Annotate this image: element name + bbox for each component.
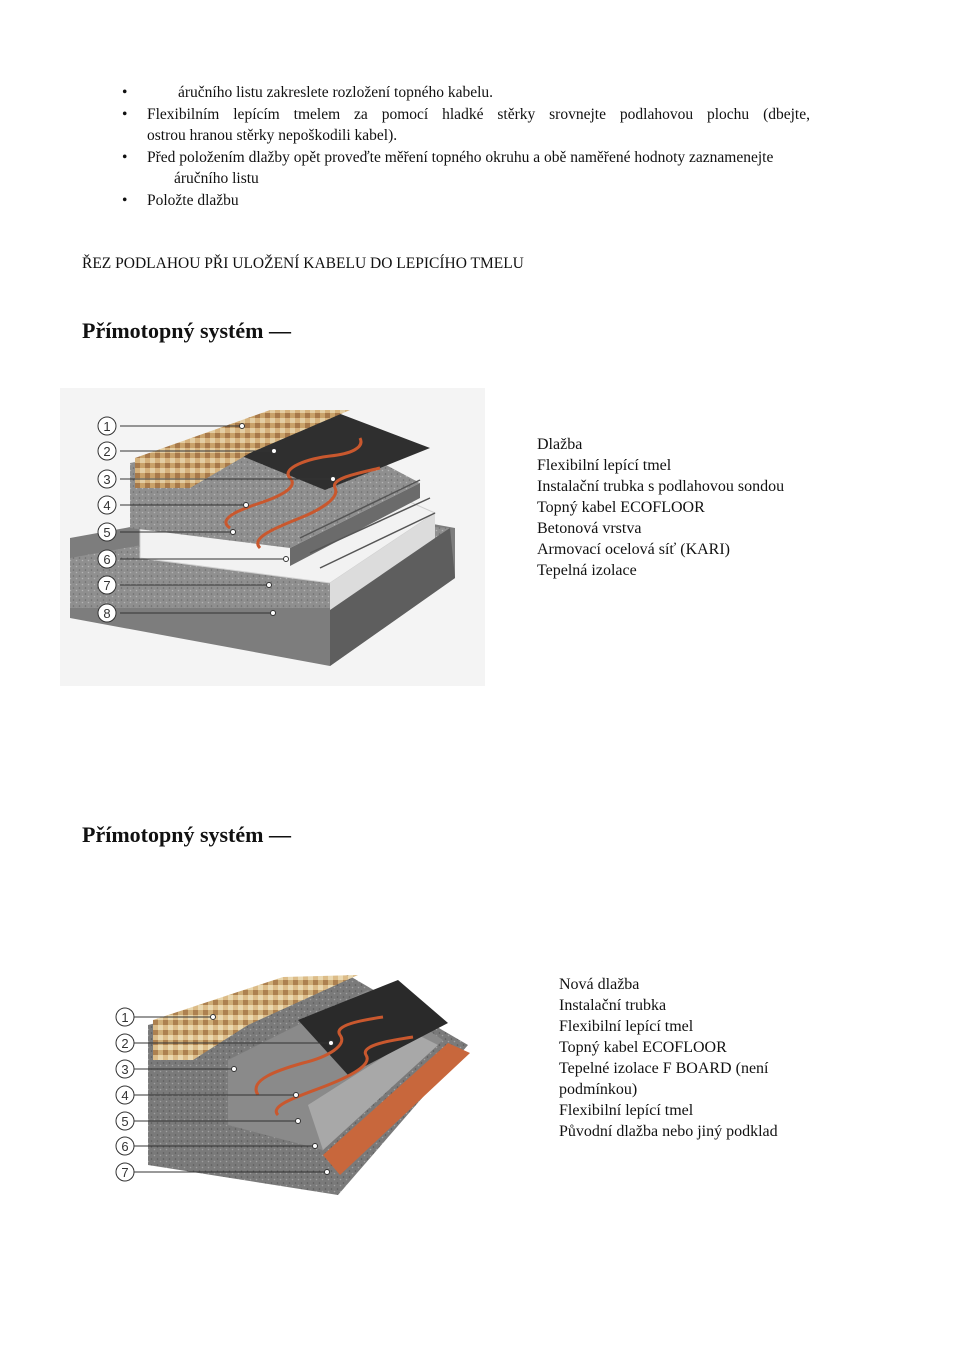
callout-6: 6 (121, 1139, 129, 1154)
callout-5: 5 (103, 525, 111, 540)
list-item (120, 190, 880, 211)
callout-4: 4 (121, 1088, 129, 1103)
list-item-text: áručního listu zakreslete rozložení topného kabelu. (147, 84, 494, 101)
callout-3: 3 (103, 472, 111, 487)
legend-item: Tepelné izolace F BOARD (není (559, 1060, 769, 1077)
list-item (120, 147, 880, 189)
legend-item: Flexibilní lepící tmel (537, 457, 672, 474)
legend-item: Instalační trubka s podlahovou sondou (537, 478, 785, 495)
callout-7: 7 (121, 1165, 129, 1180)
floor-section-diagram-1 (60, 388, 485, 686)
callout-2: 2 (121, 1036, 129, 1051)
callout-3: 3 (121, 1062, 129, 1077)
legend-item: Původní dlažba nebo jiný podklad (559, 1123, 778, 1140)
list-item-text: Před položením dlažby opět proveďte měření topného okruhu a obě naměřené hodnoty zaznamenejte (147, 149, 774, 166)
legend-item: Nová dlažba (559, 976, 640, 993)
callout-8: 8 (103, 606, 111, 621)
instruction-list (120, 82, 880, 212)
bullet: • (122, 149, 128, 166)
callout-2: 2 (103, 444, 111, 459)
callout-7: 7 (103, 578, 111, 593)
legend-item: Flexibilní lepící tmel (559, 1018, 694, 1035)
floor-section-diagram-2 (108, 965, 478, 1197)
list-item-text: áručního listu (174, 170, 259, 187)
callout-1: 1 (121, 1010, 129, 1025)
list-item-text: Flexibilním lepícím tmelem za pomocí hladké stěrky srovnejte podlahovou plochu (dbejte, (147, 106, 810, 123)
list-item-text: Položte dlažbu (147, 192, 239, 209)
callout-6: 6 (103, 552, 111, 567)
legend-item: Topný kabel ECOFLOOR (537, 499, 705, 516)
legend-item: Armovací ocelová síť (KARI) (537, 541, 730, 558)
callout-5: 5 (121, 1114, 129, 1129)
legend-item: podmínkou) (559, 1081, 638, 1098)
bullet: • (122, 192, 128, 209)
legend-item: Instalační trubka (559, 997, 667, 1014)
list-item (120, 82, 880, 103)
legend-item: Tepelná izolace (537, 562, 637, 579)
legend-item: Betonová vrstva (537, 520, 642, 537)
heading-direct-heating-2: Přímotopný systém — (82, 822, 291, 847)
bullet: • (122, 106, 128, 123)
callout-1: 1 (103, 419, 111, 434)
heading-direct-heating-1: Přímotopný systém — (82, 318, 291, 343)
legend-item: Flexibilní lepící tmel (559, 1102, 694, 1119)
callout-4: 4 (103, 498, 111, 513)
legend-1 (537, 434, 784, 581)
list-item-text: ostrou hranou stěrky nepoškodili kabel). (147, 127, 398, 144)
legend-item: Dlažba (537, 436, 583, 453)
list-item (120, 104, 880, 146)
legend-item: Topný kabel ECOFLOOR (559, 1039, 727, 1056)
section-caption: ŘEZ PODLAHOU PŘI ULOŽENÍ KABELU DO LEPICÍHO TMELU (82, 255, 524, 272)
legend-2 (559, 974, 778, 1142)
bullet: • (122, 84, 128, 101)
